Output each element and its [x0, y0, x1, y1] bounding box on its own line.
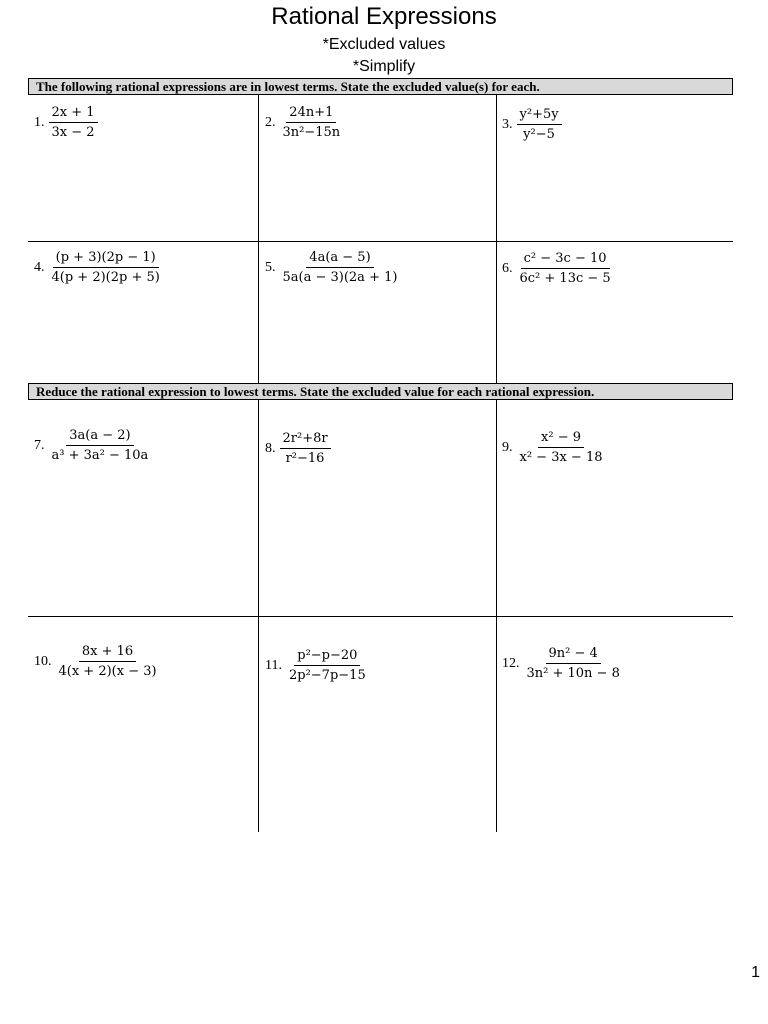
numerator: x² − 9	[538, 429, 584, 448]
section1-instructions: The following rational expressions are in lowest terms. State the excluded value(s) for each.	[28, 78, 733, 95]
page-title: Rational Expressions	[271, 3, 497, 30]
denominator: 4(x + 2)(x − 3)	[58, 664, 157, 679]
problem-11	[265, 647, 369, 684]
problem-number: 1.	[34, 114, 45, 130]
denominator: y²−5	[523, 127, 555, 142]
numerator: 4a(a − 5)	[306, 249, 373, 268]
denominator: 2p²−7p−15	[288, 668, 366, 683]
problem-number: 9.	[502, 439, 513, 455]
subtitle-excluded-values: *Excluded values	[322, 36, 446, 53]
rational-expression	[49, 104, 98, 141]
problem-3	[502, 106, 562, 143]
problem-number: 3.	[502, 116, 513, 132]
problem-number: 11.	[265, 657, 282, 673]
denominator: 3x − 2	[51, 125, 95, 140]
problem-9	[502, 429, 606, 466]
problem-7	[34, 427, 151, 464]
rational-expression	[280, 104, 344, 141]
grid-divider	[258, 95, 259, 383]
problem-number: 8.	[265, 440, 276, 456]
grid-divider	[28, 241, 733, 242]
problem-6	[502, 250, 614, 287]
problem-number: 4.	[34, 259, 45, 275]
page-number: 1	[751, 964, 760, 981]
denominator: 6c² + 13c − 5	[519, 271, 611, 286]
denominator: r²−16	[285, 451, 325, 466]
rational-expression	[49, 427, 152, 464]
numerator: y²+5y	[517, 106, 562, 125]
rational-expression	[56, 643, 160, 680]
rational-expression	[49, 249, 163, 286]
problem-number: 10.	[34, 653, 52, 669]
rational-expression	[517, 429, 606, 466]
problem-number: 6.	[502, 260, 513, 276]
problem-1	[34, 104, 98, 141]
numerator: 2x + 1	[49, 104, 98, 123]
problem-4	[34, 249, 163, 286]
numerator: (p + 3)(2p − 1)	[53, 249, 159, 268]
denominator: a³ + 3a² − 10a	[51, 448, 149, 463]
denominator: 3n²−15n	[282, 125, 341, 140]
rational-expression	[280, 430, 331, 467]
denominator: x² − 3x − 18	[519, 450, 603, 465]
numerator: 9n² − 4	[546, 645, 601, 664]
numerator: 8x + 16	[79, 643, 136, 662]
denominator: 4(p + 2)(2p + 5)	[51, 270, 160, 285]
rational-expression	[517, 106, 562, 143]
problem-2	[265, 104, 343, 141]
rational-expression	[517, 250, 614, 287]
problem-10	[34, 643, 160, 680]
grid-divider	[496, 95, 497, 383]
rational-expression	[286, 647, 369, 684]
denominator: 3n² + 10n − 8	[526, 666, 620, 681]
numerator: 3a(a − 2)	[66, 427, 133, 446]
numerator: 24n+1	[286, 104, 336, 123]
problem-5	[265, 249, 400, 286]
problem-number: 12.	[502, 655, 520, 671]
section2-instructions: Reduce the rational expression to lowest terms. State the excluded value for each rational expression.	[28, 383, 733, 400]
problem-8	[265, 430, 331, 467]
numerator: c² − 3c − 10	[521, 250, 610, 269]
problem-number: 5.	[265, 259, 276, 275]
numerator: 2r²+8r	[280, 430, 331, 449]
problem-12	[502, 645, 623, 682]
subtitle-simplify: *Simplify	[352, 58, 416, 75]
problem-number: 7.	[34, 437, 45, 453]
numerator: p²−p−20	[294, 647, 360, 666]
grid-divider	[28, 616, 733, 617]
rational-expression	[524, 645, 623, 682]
rational-expression	[280, 249, 401, 286]
problem-number: 2.	[265, 114, 276, 130]
denominator: 5a(a − 3)(2a + 1)	[282, 270, 398, 285]
